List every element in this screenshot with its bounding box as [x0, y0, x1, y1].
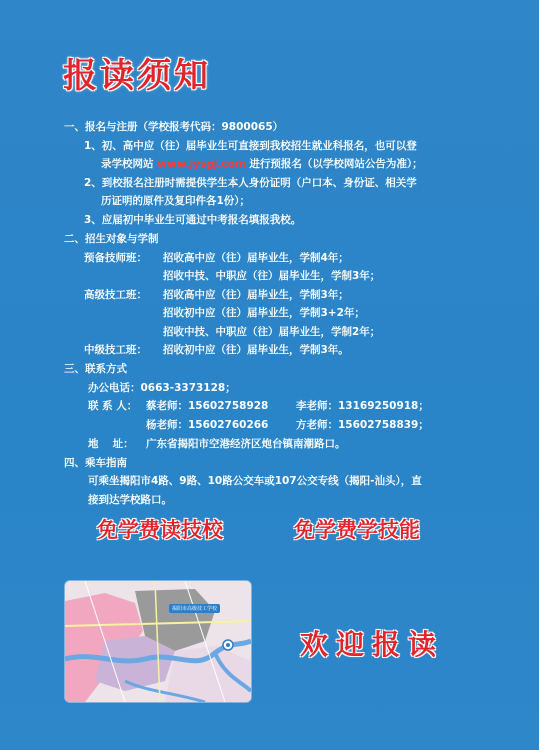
transport-line-2: 接到达学校路口。 [88, 494, 172, 506]
office-phone: 办公电话：0663-3373128； [88, 382, 236, 394]
enrollment-row: 招收中技、中职应（往）届毕业生，学制2年； [163, 326, 381, 338]
enrollment-row: 招收初中应（往）届毕业生，学制3+2年； [163, 307, 365, 319]
enrollment-row: 招收中技、中职应（往）届毕业生，学制3年； [163, 270, 381, 282]
enrollment-label-prep-technician: 预备技师班： [84, 252, 147, 264]
section-heading-transport: 四、乘车指南 [64, 457, 127, 469]
registration-item-1-line-2 [101, 155, 423, 174]
enrollment-row: 招收高中应（往）届毕业生，学制4年； [163, 252, 349, 264]
page-title: 报读须知 [63, 56, 211, 96]
address-label: 地 址： [88, 438, 134, 450]
map-school-label: 揭阳市高级技工学校 [169, 604, 220, 613]
section-heading-enrollment: 二、招生对象与学制 [64, 233, 159, 245]
school-website-link[interactable]: www.jysgj.com [157, 158, 246, 170]
registration-item-2-line-1: 2、到校报名注册时需提供学生本人身份证明（户口本、身份证、相关学 [84, 177, 417, 189]
map-graphic [65, 581, 251, 702]
address-text: 广东省揭阳市空港经济区炮台镇南潮路口。 [146, 438, 346, 450]
registration-item-3: 3、应届初中毕业生可通过中考报名填报我校。 [84, 214, 302, 226]
contact-cai: 蔡老师：15602758928 [146, 400, 269, 412]
registration-item-1-prefix: 录学校网站 [101, 158, 154, 170]
registration-item-2-line-2: 历证明的原件及复印件各1份）； [101, 195, 251, 207]
section-heading-contact: 三、联系方式 [64, 363, 127, 375]
section-heading-registration: 一、报名与注册（学校报考代码：9800065） [64, 121, 284, 133]
slogan-free-tuition-school: 免学费读技校 [97, 518, 223, 542]
enrollment-row: 招收初中应（往）届毕业生，学制3年。 [163, 344, 349, 356]
welcome-text: 欢迎报读 [300, 628, 445, 661]
registration-item-1-line-1: 1、初、高中应（往）届毕业生可直接到我校招生就业科报名，也可以登 [84, 140, 417, 152]
contact-li: 李老师：13169250918； [296, 400, 429, 412]
enrollment-label-mid-technician: 中级技工班： [84, 344, 147, 356]
location-map[interactable] [64, 580, 252, 703]
enrollment-row: 招收高中应（往）届毕业生，学制3年； [163, 289, 349, 301]
enrollment-label-senior-technician: 高级技工班： [84, 289, 147, 301]
transport-line-1: 可乘坐揭阳市4路、9路、10路公交车或107公交专线（揭阳-汕头），直 [88, 475, 422, 487]
contact-label: 联 系 人： [88, 400, 138, 412]
contact-fang: 方老师：15602758839； [296, 419, 429, 431]
registration-item-1-suffix: 进行预报名（以学校网站公告为准）； [249, 158, 423, 170]
contact-yang: 杨老师：15602760266 [146, 419, 269, 431]
slogan-free-tuition-skills: 免学费学技能 [294, 518, 420, 542]
